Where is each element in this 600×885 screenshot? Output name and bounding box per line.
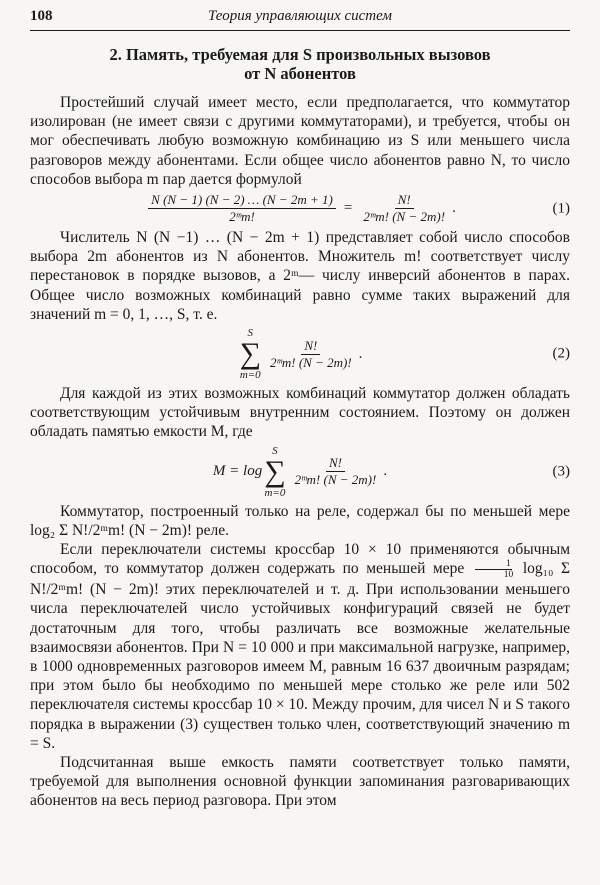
eq3-number: (3) <box>552 463 570 480</box>
running-title: Теория управляющих систем <box>208 8 392 24</box>
paragraph-2: Числитель N (N −1) … (N − 2m + 1) представляет собой число способов выбора 2m абонентов из N абонентов. Множитель m! соответствует числу перестановок в порядке вызовов, а 2ᵐ— числу инверсий абонентов в парах. Общее число возможных комбинаций равно сумме таких выражений для значений m = 0, 1, …, S, т. е. <box>30 229 570 323</box>
one-tenth-numerator: 1 <box>475 559 512 570</box>
eq3-numerator: N! <box>326 455 345 472</box>
one-tenth-denominator: 10 <box>503 570 514 581</box>
eq1-rhs-denominator: 2ᵐm! (N − 2m)! <box>363 209 446 225</box>
paragraph-4: Коммутатор, построенный только на реле, содержал бы по меньшей мере log₂ Σ N!/2ᵐm! (N − 2m)! реле. <box>30 502 570 539</box>
eq1-equals: = <box>343 200 353 217</box>
eq3-upper-limit: S <box>272 444 278 457</box>
eq2-lower-limit: m=0 <box>239 369 261 382</box>
running-header <box>30 8 570 31</box>
eq1-rhs-numerator: N! <box>395 192 414 209</box>
eq2-denominator: 2ᵐm! (N − 2m)! <box>269 354 352 370</box>
eq1-lhs-numerator: N (N − 1) (N − 2) … (N − 2m + 1) <box>148 192 336 209</box>
eq3-lhs: M = log <box>212 463 263 480</box>
paragraph-5-part-a: Если переключатели системы кроссбар 10 × 10 применяются обычным способом, то коммутатор должен содержать по меньшей мере <box>30 541 570 578</box>
eq2-upper-limit: S <box>247 327 253 340</box>
equation-1 <box>30 192 570 225</box>
eq1-period: . <box>452 200 456 217</box>
paragraph-5 <box>30 540 570 753</box>
eq3-lower-limit: m=0 <box>264 486 286 499</box>
section-heading-line1: 2. Память, требуемая для S произвольных вызовов <box>109 45 491 64</box>
page-number: 108 <box>30 8 53 24</box>
eq1-rhs-fraction <box>360 192 448 225</box>
eq1-lhs-fraction <box>148 192 336 225</box>
eq1-lhs-denominator: 2ᵐm! <box>229 209 255 225</box>
paragraph-1: Простейший случай имеет место, если предполагается, что коммутатор изолирован (не имеет связи с другими коммутаторами), и требуется, чтобы он мог обеспечивать любую возможную комбинацию из S или меньшего числа разговоров между абонентами. Если общее число абонентов равно N, то число способов выбора m пар дается формулой <box>30 94 570 188</box>
equation-2 <box>30 327 570 381</box>
eq3-fraction <box>292 455 380 488</box>
eq2-summation <box>240 327 261 381</box>
one-tenth-fraction <box>474 559 514 580</box>
eq3-denominator: 2ᵐm! (N − 2m)! <box>294 472 377 488</box>
paragraph-5-part-b: log₁₀ Σ N!/2ᵐm! (N − 2m)! этих переключателей и т. д. При использовании меньшего числа переключателей число устойчивых конфигураций связей не будет достаточным для того, чтобы различать все возможные желательные взаимосвязи абонентов. При N = 10 000 и при максимальной нагрузке, например, в 1000 одновременных разговоров имеем M, равным 16 637 двоичным разрядам; при этом было бы необходимо по меньшей мере столько же реле или 502 переключателя системы кроссбар 10 × 10. Между прочим, для чисел N и S такого порядка в выражении (3) существен только член, соответствующий значению m = S. <box>30 560 571 752</box>
section-heading-line2: от N абонентов <box>244 64 356 83</box>
equation-3 <box>30 445 570 499</box>
eq2-period: . <box>358 345 363 362</box>
eq2-number: (2) <box>552 345 570 362</box>
eq2-numerator: N! <box>301 338 320 355</box>
paragraph-6: Подсчитанная выше емкость памяти соответствует только памяти, требуемой для выполнения основной функции запоминания разговаривающих абонентов на весь период разговора. При этом <box>30 754 570 810</box>
section-heading <box>30 45 570 83</box>
eq2-fraction <box>267 338 355 371</box>
eq1-number: (1) <box>552 200 570 217</box>
sigma-icon: ∑ <box>264 454 286 488</box>
sigma-icon: ∑ <box>239 337 261 371</box>
paragraph-3: Для каждой из этих возможных комбинаций коммутатор должен обладать соответствующим устойчивым внутренним состоянием. Поэтому он должен обладать памятью емкости M, где <box>30 385 570 441</box>
eq3-summation <box>264 445 285 499</box>
eq3-period: . <box>383 463 388 480</box>
